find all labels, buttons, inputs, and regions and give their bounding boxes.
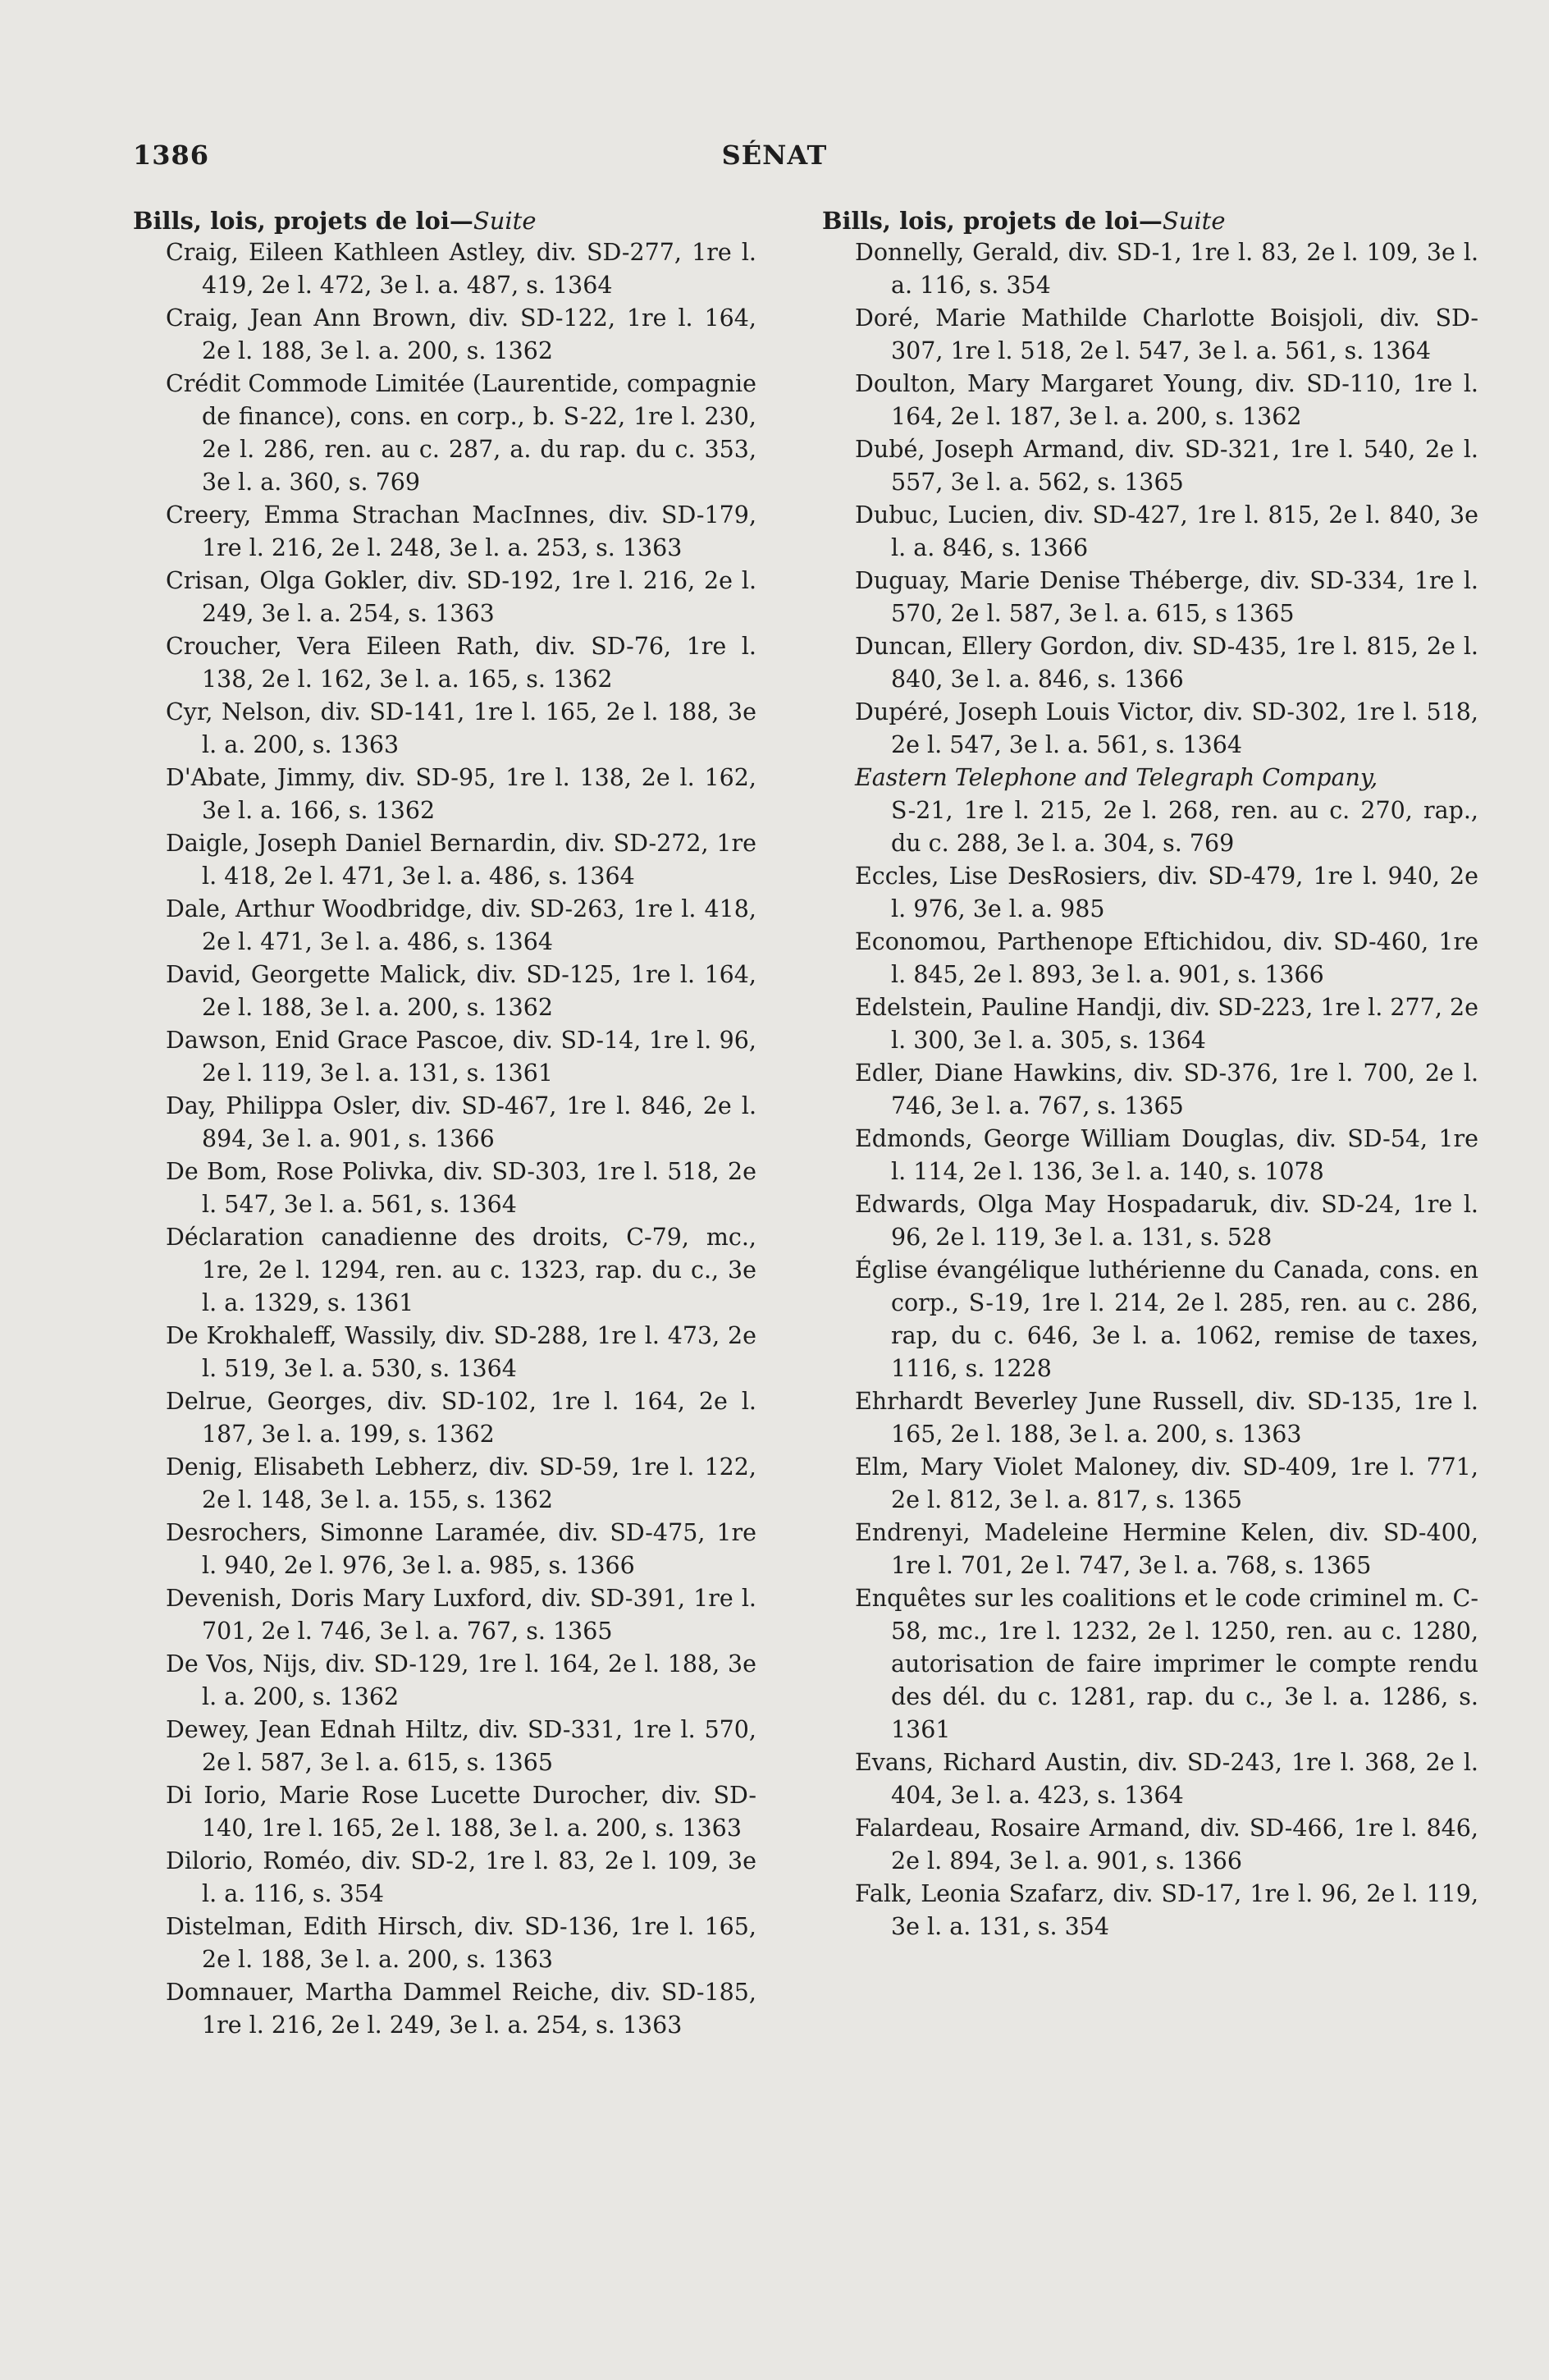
index-entry: Cyr, Nelson, div. SD-141, 1re l. 165, 2e l. 188, 3e l. a. 200, s. 1363 [166, 698, 756, 758]
index-entry: David, Georgette Malick, div. SD-125, 1re l. 164, 2e l. 188, 3e l. a. 200, s. 1362 [166, 961, 756, 1021]
index-entry: S-21, 1re l. 215, 2e l. 268, ren. au c. 270, rap., du c. 288, 3e l. a. 304, s. 769 [891, 797, 1478, 857]
index-entry: Denig, Elisabeth Lebherz, div. SD-59, 1re l. 122, 2e l. 148, 3e l. a. 155, s. 1362 [166, 1453, 756, 1513]
page-title: SÉNAT [721, 140, 828, 171]
index-entry: Di Iorio, Marie Rose Lucette Durocher, div. SD-140, 1re l. 165, 2e l. 188, 3e l. a. 200, s. 1363 [166, 1782, 756, 1842]
index-entry: Falk, Leonia Szafarz, div. SD-17, 1re l. 96, 2e l. 119, 3e l. a. 131, s. 354 [855, 1880, 1478, 1940]
index-entry: Eccles, Lise DesRosiers, div. SD-479, 1re l. 940, 2e l. 976, 3e l. a. 985 [855, 863, 1478, 922]
index-entry: Day, Philippa Osler, div. SD-467, 1re l. 846, 2e l. 894, 3e l. a. 901, s. 1366 [166, 1092, 756, 1152]
index-entry: Distelman, Edith Hirsch, div. SD-136, 1re l. 165, 2e l. 188, 3e l. a. 200, s. 1363 [166, 1913, 756, 1973]
index-entry: De Krokhaleff, Wassily, div. SD-288, 1re l. 473, 2e l. 519, 3e l. a. 530, s. 1364 [166, 1322, 756, 1382]
index-entry: Dilorio, Roméo, div. SD-2, 1re l. 83, 2e l. 109, 3e l. a. 116, s. 354 [166, 1847, 756, 1907]
page-number: 1386 [133, 140, 210, 171]
index-entry: Dawson, Enid Grace Pascoe, div. SD-14, 1re l. 96, 2e l. 119, 3e l. a. 131, s. 1361 [166, 1027, 756, 1087]
index-entry: Doré, Marie Mathilde Charlotte Boisjoli, div. SD-307, 1re l. 518, 2e l. 547, 3e l. a. 561, s. 1364 [855, 304, 1478, 364]
index-entry: Donnelly, Gerald, div. SD-1, 1re l. 83, 2e l. 109, 3e l. a. 116, s. 354 [855, 239, 1478, 299]
index-entry: Devenish, Doris Mary Luxford, div. SD-391, 1re l. 701, 2e l. 746, 3e l. a. 767, s. 1365 [166, 1585, 756, 1645]
index-entry: Ehrhardt Beverley June Russell, div. SD-135, 1re l. 165, 2e l. 188, 3e l. a. 200, s. 1363 [855, 1388, 1478, 1448]
index-entry: Déclaration canadienne des droits, C-79, mc., 1re, 2e l. 1294, ren. au c. 1323, rap. du c., 3e l. a. 1329, s. 1361 [166, 1224, 756, 1316]
entry-list [822, 236, 1478, 1943]
index-entry: Daigle, Joseph Daniel Bernardin, div. SD-272, 1re l. 418, 2e l. 471, 3e l. a. 486, s. 1364 [166, 830, 756, 890]
left-column [133, 205, 756, 2042]
index-entry: Endrenyi, Madeleine Hermine Kelen, div. SD-400, 1re l. 701, 2e l. 747, 3e l. a. 768, s. 1365 [855, 1519, 1478, 1579]
index-entry: Crédit Commode Limitée (Laurentide, compagnie de finance), cons. en corp., b. S-22, 1re l. 230, 2e l. 286, ren. au c. 287, a. du rap. du c. 353, 3e l. a. 360, s. 769 [166, 370, 756, 496]
index-entry: Duncan, Ellery Gordon, div. SD-435, 1re l. 815, 2e l. 840, 3e l. a. 846, s. 1366 [855, 633, 1478, 693]
entry-list [133, 236, 756, 2042]
index-entry: Enquêtes sur les coalitions et le code criminel m. C-58, mc., 1re l. 1232, 2e l. 1250, ren. au c. 1280, autorisation de faire imprimer le compte rendu des dél. du c. 1281, rap. du c., 3e l. a. 1286, s. 1361 [855, 1585, 1478, 1743]
index-entry: Dubé, Joseph Armand, div. SD-321, 1re l. 540, 2e l. 557, 3e l. a. 562, s. 1365 [855, 436, 1478, 496]
index-entry: Economou, Parthenope Eftichidou, div. SD-460, 1re l. 845, 2e l. 893, 3e l. a. 901, s. 1366 [855, 928, 1478, 988]
index-entry: Craig, Jean Ann Brown, div. SD-122, 1re l. 164, 2e l. 188, 3e l. a. 200, s. 1362 [166, 304, 756, 364]
index-entry: Edmonds, George William Douglas, div. SD-54, 1re l. 114, 2e l. 136, 3e l. a. 140, s. 1078 [855, 1125, 1478, 1185]
index-entry: Craig, Eileen Kathleen Astley, div. SD-277, 1re l. 419, 2e l. 472, 3e l. a. 487, s. 1364 [166, 239, 756, 299]
index-entry: Dewey, Jean Ednah Hiltz, div. SD-331, 1re l. 570, 2e l. 587, 3e l. a. 615, s. 1365 [166, 1716, 756, 1776]
index-entry: Desrochers, Simonne Laramée, div. SD-475, 1re l. 940, 2e l. 976, 3e l. a. 985, s. 1366 [166, 1519, 756, 1579]
index-entry: Dupéré, Joseph Louis Victor, div. SD-302, 1re l. 518, 2e l. 547, 3e l. a. 561, s. 1364 [855, 698, 1478, 758]
index-entry: Falardeau, Rosaire Armand, div. SD-466, 1re l. 846, 2e l. 894, 3e l. a. 901, s. 1366 [855, 1815, 1478, 1874]
index-entry: D'Abate, Jimmy, div. SD-95, 1re l. 138, 2e l. 162, 3e l. a. 166, s. 1362 [166, 764, 756, 824]
index-entry: Edler, Diane Hawkins, div. SD-376, 1re l. 700, 2e l. 746, 3e l. a. 767, s. 1365 [855, 1060, 1478, 1119]
index-entry: Delrue, Georges, div. SD-102, 1re l. 164, 2e l. 187, 3e l. a. 199, s. 1362 [166, 1388, 756, 1448]
index-entry: Edwards, Olga May Hospadaruk, div. SD-24, 1re l. 96, 2e l. 119, 3e l. a. 131, s. 528 [855, 1191, 1478, 1251]
index-entry: Croucher, Vera Eileen Rath, div. SD-76, 1re l. 138, 2e l. 162, 3e l. a. 165, s. 1362 [166, 633, 756, 693]
index-entry: Doulton, Mary Margaret Young, div. SD-110, 1re l. 164, 2e l. 187, 3e l. a. 200, s. 1362 [855, 370, 1478, 430]
index-entry: De Vos, Nijs, div. SD-129, 1re l. 164, 2e l. 188, 3e l. a. 200, s. 1362 [166, 1650, 756, 1710]
index-entry: Evans, Richard Austin, div. SD-243, 1re l. 368, 2e l. 404, 3e l. a. 423, s. 1364 [855, 1749, 1478, 1809]
index-entry: Elm, Mary Violet Maloney, div. SD-409, 1re l. 771, 2e l. 812, 3e l. a. 817, s. 1365 [855, 1453, 1478, 1513]
index-entry: Edelstein, Pauline Handji, div. SD-223, 1re l. 277, 2e l. 300, 3e l. a. 305, s. 1364 [855, 994, 1478, 1054]
index-entry: Dale, Arthur Woodbridge, div. SD-263, 1re l. 418, 2e l. 471, 3e l. a. 486, s. 1364 [166, 895, 756, 955]
index-entry: De Bom, Rose Polivka, div. SD-303, 1re l. 518, 2e l. 547, 3e l. a. 561, s. 1364 [166, 1158, 756, 1218]
index-entry: Dubuc, Lucien, div. SD-427, 1re l. 815, 2e l. 840, 3e l. a. 846, s. 1366 [855, 501, 1478, 561]
index-entry: Domnauer, Martha Dammel Reiche, div. SD-185, 1re l. 216, 2e l. 249, 3e l. a. 254, s. 1363 [166, 1979, 756, 2039]
index-entry: Eastern Telephone and Telegraph Company, [855, 764, 1378, 791]
index-entry: Duguay, Marie Denise Théberge, div. SD-334, 1re l. 570, 2e l. 587, 3e l. a. 615, s 1365 [855, 567, 1478, 627]
section-heading: Bills, lois, projets de loi—Suite [133, 207, 537, 235]
index-entry: Église évangélique luthérienne du Canada, cons. en corp., S-19, 1re l. 214, 2e l. 285, ren. au c. 286, rap, du c. 646, 3e l. a. 1062, remise de taxes, 1116, s. 1228 [855, 1256, 1478, 1382]
index-entry: Crisan, Olga Gokler, div. SD-192, 1re l. 216, 2e l. 249, 3e l. a. 254, s. 1363 [166, 567, 756, 627]
right-column [822, 205, 1478, 1943]
index-entry: Creery, Emma Strachan MacInnes, div. SD-179, 1re l. 216, 2e l. 248, 3e l. a. 253, s. 1363 [166, 501, 756, 561]
section-heading: Bills, lois, projets de loi—Suite [822, 207, 1226, 235]
